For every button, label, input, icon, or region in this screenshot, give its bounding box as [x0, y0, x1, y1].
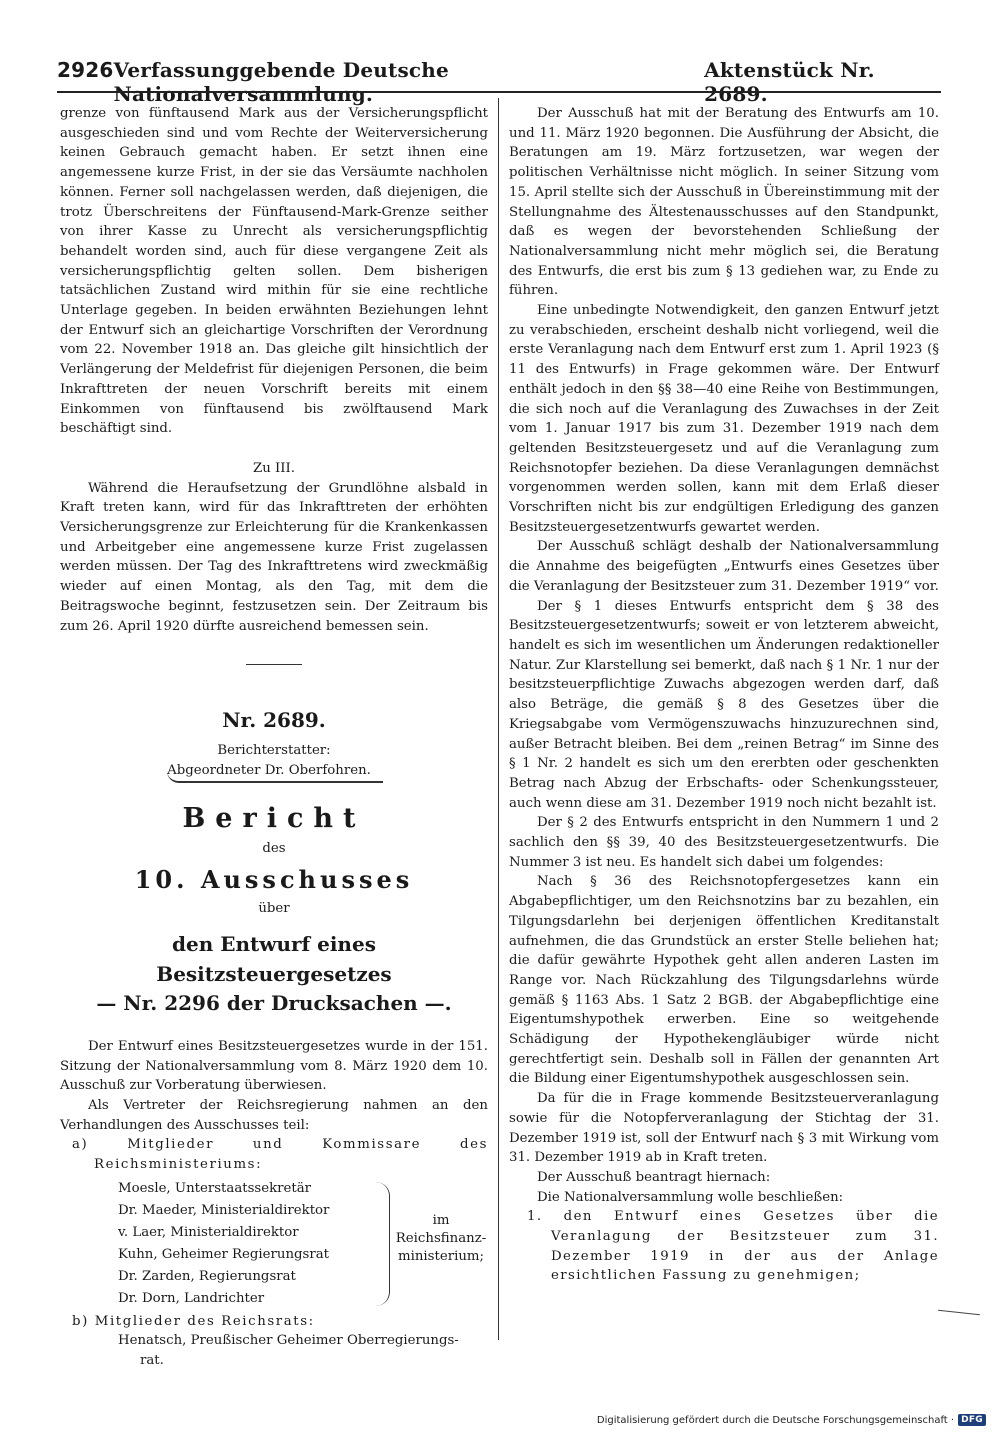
brace-label	[394, 1212, 488, 1266]
ueber-word: über	[258, 901, 290, 917]
ausschuss-title: 10. Ausschusses	[134, 865, 414, 895]
item-b: b) Mitglieder des Reichsrats:	[72, 1313, 315, 1329]
list-item: Dr. Maeder, Ministerialdirektor	[118, 1202, 330, 1218]
motion-1: 1. den Entwurf eines Gesetzes über die Veranlagung der Besitzsteuer zum 31. Dezember 1919 in der aus der Anlage ersichtlichen Fassung zu genehmigen;	[527, 1209, 939, 1284]
drucksachen-title: — Nr. 2296 der Drucksachen —.	[96, 990, 452, 1015]
des-word: des	[262, 841, 286, 857]
item-a: a) Mitglieder und Kommissare des Reichsministeriums:	[72, 1137, 488, 1173]
berichterstatter-block	[60, 741, 488, 783]
right-paragraph-2: Eine unbedingte Notwendigkeit, den ganzen Entwurf jetzt zu verabschieden, erscheint deshalb nicht vorliegend, weil die erste Veranlagung nach dem Entwurf erst zum 1. April 1923 (§ 11 des Entwurfs) in Frage gekommen wäre. Der Entwurf enthält jedoch in den §§ 38—40 eine Reihe von Bestimmungen, die sich noch auf die Veranlagung des Zuwachses in der Zeit vom 1. Januar 1917 bis zum 31. Dezember 1919 nach dem geltenden Besitzsteuergesetz und auf die Veranlagung zum Reichsnotopfer beziehen. Da diese Veranlagungen demnächst vorgenommen werden sollen, kann mit dem Erlaß dieser Vorschriften nicht bis zur endgültigen Erledigung des ganzen Besitzsteuergesetzentwurfs gewartet werden.	[509, 303, 939, 535]
right-paragraph-7: Da für die in Frage kommende Besitzsteuerveranlagung sowie für die Notopferveranlagung der Stichtag der 31. Dezember 1919 ist, soll der Entwurf nach § 3 mit Wirkung vom 31. Dezember 1919 ab in Kraft treten.	[509, 1091, 939, 1166]
report-number-heading: Nr. 2689.	[222, 708, 326, 733]
left-paragraph-2: Während die Heraufsetzung der Grundlöhne alsbald in Kraft treten kann, wird für das Inkrafttreten der erhöhten Versicherungsgrenze zur Erleichterung für die Krankenkassen und Arbeitgeber eine angemessene kurze Frist zugelassen werden müssen. Der Tag des Inkrafttretens wird zweckmäßig wieder auf einen Montag, als den Tag, mit dem die Beitragswoche beginnt, festzusetzen sein. Der Zeitraum bis zum 26. April 1920 dürfte ausreichend bemessen sein.	[60, 480, 488, 634]
names-list	[118, 1178, 378, 1310]
ministry-names-block	[60, 1178, 488, 1312]
left-column	[60, 104, 488, 1371]
page-header	[57, 58, 941, 106]
list-item: Dr. Dorn, Landrichter	[118, 1290, 265, 1306]
column-divider	[498, 98, 499, 1340]
henatsch-line-2: rat.	[140, 1353, 164, 1369]
page-number: 2926	[57, 58, 114, 82]
list-item: Moesle, Unterstaatssekretär	[118, 1180, 312, 1196]
right-paragraph-3: Der Ausschuß schlägt deshalb der Nationalversammlung die Annahme des beigefügten „Entwurfs eines Gesetzes über die Veranlagung der Besitzsteuer zum 31. Dezember 1919“ vor.	[509, 539, 939, 594]
aktenstueck-label: Aktenstück Nr. 2689.	[704, 58, 875, 106]
trailing-stroke	[938, 1310, 980, 1315]
right-paragraph-6: Nach § 36 des Reichsnotopfergesetzes kann ein Abgabepflichtiger, um den Reichsnotzins bar zu bezahlen, ein Tilgungsdarlehn bei derjenigen öffentlichen Kreditanstalt aufnehmen, die das Grundstück an erster Stelle beliehen hat; die dafür gewährte Hypothek geht allen anderen Lasten im Range vor. Nach Rückzahlung des Tilgungsdarlehns würde gemäß § 1163 Abs. 1 Satz 2 BGB. der Abgabepflichtige eine Eigentumshypothek erwerben. Eine so weitgehende Schädigung der Hypothekengläubiger würde nicht gerechtfertigt sein. Deshalb soll in Fällen der genannten Art die Bildung einer Eigentumshypothek ausgeschlossen sein.	[509, 874, 939, 1087]
left-paragraph-4: Als Vertreter der Reichsregierung nahmen an den Verhandlungen des Ausschusses teil:	[60, 1097, 488, 1133]
list-item: Dr. Zarden, Regierungsrat	[118, 1268, 296, 1284]
list-item: v. Laer, Ministerialdirektor	[118, 1224, 299, 1240]
right-paragraph-5: Der § 2 des Entwurfs entspricht in den Nummern 1 und 2 sachlich den §§ 39, 40 des Besitzsteuergesetzentwurfs. Die Nummer 3 ist neu. Es handelt sich dabei um folgendes:	[509, 815, 939, 870]
bericht-title: Bericht	[182, 803, 366, 835]
dfg-logo: DFG	[958, 1414, 986, 1426]
footer-credit	[597, 1414, 986, 1426]
brace-label-line: ministerium;	[398, 1248, 484, 1264]
footer-text: Digitalisierung gefördert durch die Deutsche Forschungsgemeinschaft ·	[596, 1414, 955, 1426]
right-paragraph-8: Der Ausschuß beantragt hiernach:	[537, 1169, 771, 1185]
header-rule	[57, 91, 941, 93]
curly-brace	[375, 1182, 390, 1306]
brace-label-line: Reichsfinanz-	[395, 1230, 487, 1246]
section-separator	[246, 664, 302, 665]
zu-iii-heading: Zu III.	[252, 460, 295, 476]
right-paragraph-1: Der Ausschuß hat mit der Beratung des Entwurfs am 10. und 11. März 1920 begonnen. Die Ausführung der Absicht, die Beratungen am 19. März fortzusetzen, war wegen der politischen Verhältnisse nicht möglich. In seiner Sitzung vom 15. April stellte sich der Ausschuß in Übereinstimmung mit der Stellungnahme des Ältestenausschusses auf den Standpunkt, daß es wegen der bevorstehenden Schließung der Nationalversammlung nicht mehr möglich sei, die Beratung des Entwurfs, die erst bis zum § 13 gediehen war, zu Ende zu führen.	[509, 106, 939, 299]
list-item: Kuhn, Geheimer Regierungsrat	[118, 1246, 329, 1262]
entwurf-title: den Entwurf eines Besitzsteuergesetzes	[156, 931, 392, 986]
henatsch-line-1: Henatsch, Preußischer Geheimer Oberregierungs-	[118, 1333, 459, 1349]
left-paragraph-1: grenze von fünftausend Mark aus der Versicherungspflicht ausgeschieden sind und vom Rechte der Weiterversicherung keinen Gebrauch gemacht haben. Er setzt ihnen eine angemessene kurze Frist, in der sie das Versäumte nachholen können. Ferner soll nachgelassen werden, daß diejenigen, die trotz Überschreitens der Fünftausend-Mark-Grenze seither von ihrer Kasse zu Unrecht als versicherungspflichtig behandelt worden sind, auch für diese vergangene Zeit als versicherungspflichtig gelten sollen. Dem bisherigen tatsächlichen Zustand wird mithin für sie eine rechtliche Unterlage gegeben. In beiden erwähnten Beziehungen lehnt der Entwurf sich an gleichartige Vorschriften der Verordnung vom 22. November 1918 an. Das gleiche gilt hinsichtlich der Verlängerung der Meldefrist für diejenigen Personen, die beim Inkrafttreten der neuen Vorschrift bereits mit einem Einkommen von fünftausend bis zwölftausend Mark beschäftigt sind.	[60, 106, 488, 437]
brace-label-line: im	[432, 1212, 450, 1228]
berichterstatter-label: Berichterstatter:	[217, 742, 331, 758]
right-paragraph-9: Die Nationalversammlung wolle beschließen:	[537, 1189, 844, 1205]
left-paragraph-3: Der Entwurf eines Besitzsteuergesetzes wurde in der 151. Sitzung der Nationalversammlung vom 8. März 1920 dem 10. Ausschuß zur Vorberatung überwiesen.	[60, 1038, 488, 1094]
right-paragraph-4: Der § 1 dieses Entwurfs entspricht dem § 38 des Besitzsteuergesetzentwurfs; soweit er von letzterem abweicht, handelt es sich im wesentlichen um Änderungen redaktioneller Natur. Zur Klarstellung sei bemerkt, daß nach § 1 Nr. 1 nur der besitzsteuerpflichtige Zuwachs abgezogen werden darf, daß also Beträge, die gemäß § 8 des Gesetzes über die Kriegsabgabe vom Vermögenszuwachs hinzuzurechnen sind, außer Betracht bleiben. Bei dem „reinen Betrag“ im Sinne des § 1 Nr. 2 handelt es sich um den ererbten oder geschenkten Betrag nach Abzug der Erbschafts- oder Schenkungssteuer, auch wenn diese am 31. Dezember 1919 noch nicht bezahlt ist.	[509, 598, 939, 811]
berichterstatter-name: Abgeordneter Dr. Oberfohren.	[167, 761, 383, 784]
right-column	[509, 104, 939, 1286]
running-title: Verfassunggebende Deutsche Nationalversammlung.	[113, 58, 449, 106]
